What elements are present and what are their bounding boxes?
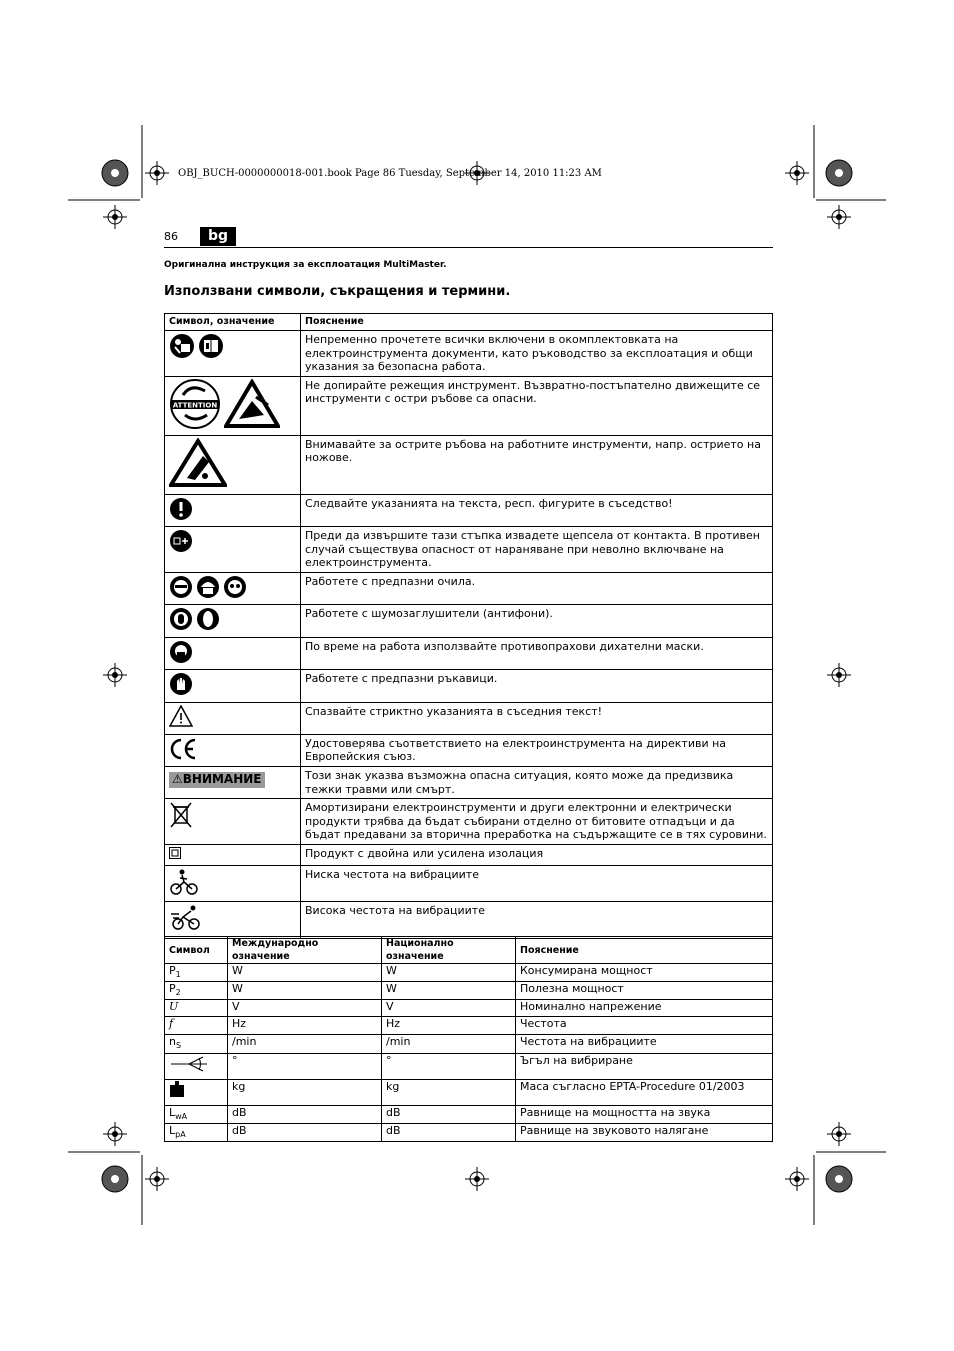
unit-symbol-cell: f: [165, 1017, 228, 1035]
explanation-cell: Висока честота на вибрациите: [301, 902, 773, 939]
explanation-cell: Спазвайте стриктно указанията в съседния текст!: [301, 702, 773, 734]
units-table: [164, 936, 773, 1142]
warning-badge: ⚠ВНИМАНИЕ: [169, 772, 265, 788]
document-subtitle: Оригинална инструкция за експлоатация MultiMaster.: [164, 260, 447, 270]
unit-explanation-cell: Равнище на мощността на звука: [516, 1105, 773, 1123]
symbol-row: [165, 527, 773, 573]
symbol-cell: [165, 702, 301, 734]
symbol-cell: [165, 767, 301, 799]
international-unit-cell: dB: [228, 1105, 382, 1123]
symbol-row: [165, 376, 773, 435]
symbol-cell: [165, 637, 301, 670]
explanation-cell: Не допирайте режещия инструмент. Възвратно-постъпателно движещите се инструменти с остри ръбове са опасни.: [301, 376, 773, 435]
explanation-cell: Работете с шумозаглушители (антифони).: [301, 605, 773, 638]
symbol-cell: [165, 605, 301, 638]
explanation-column-header: Пояснение: [301, 314, 773, 331]
unit-row: [165, 1079, 773, 1105]
explanation-cell: Амортизирани електроинструменти и други електронни и електрически продукти трябва да бъдат събирани отделно от битовите отпадъци и да бъдат предавани за вторична преработка на съдържащите се в тях суровини.: [301, 799, 773, 845]
symbol-cell: [165, 435, 301, 494]
symbol-row: [165, 734, 773, 767]
unit-row: [165, 982, 773, 1000]
read-manual-icon: [169, 333, 195, 363]
gloves-icon: [169, 672, 193, 700]
unit-row: [165, 1053, 773, 1079]
symbol-row: [165, 494, 773, 527]
national-unit-cell: °: [382, 1053, 516, 1079]
symbol-row: [165, 637, 773, 670]
goggles-icon: [169, 575, 193, 603]
sharp-edge-warning-icon: [224, 379, 280, 433]
symbols-table: [164, 313, 773, 939]
attention-hand-icon: [169, 379, 221, 433]
symbol-row: [165, 865, 773, 902]
symbol-row: [165, 767, 773, 799]
slow-bicycle-icon: [169, 868, 199, 900]
exclamation-icon: [169, 497, 193, 525]
warning-triangle-icon: [169, 705, 193, 731]
symbol-cell: [165, 845, 301, 866]
section-title: Използвани символи, съкращения и термини.: [164, 284, 511, 299]
explanation-column-header: Пояснение: [516, 937, 773, 964]
header-rule: [164, 247, 773, 248]
unit-explanation-cell: Честота на вибрациите: [516, 1035, 773, 1053]
international-unit-cell: Hz: [228, 1017, 382, 1035]
explanation-cell: Работете с предпазни ръкавици.: [301, 670, 773, 703]
unit-symbol-cell: $L_{pA}$: [165, 1123, 228, 1141]
international-column-header: Международно означение: [228, 937, 382, 964]
unit-explanation-cell: Консумирана мощност: [516, 964, 773, 982]
unit-explanation-cell: Номинално напрежение: [516, 1000, 773, 1017]
symbol-row: [165, 845, 773, 866]
unit-explanation-cell: Маса съгласно EPTA-Procedure 01/2003: [516, 1079, 773, 1105]
symbol-cell: [165, 799, 301, 845]
symbol-cell: [165, 527, 301, 573]
ear-muffs-icon: [196, 607, 220, 635]
symbol-cell: [165, 494, 301, 527]
cut-finger-warning-icon: [169, 438, 227, 492]
national-unit-cell: Hz: [382, 1017, 516, 1035]
unit-row: [165, 1105, 773, 1123]
double-insulation-icon: [169, 847, 181, 863]
svg-text:ATTENTION: ATTENTION: [172, 401, 218, 409]
helmet-icon: [196, 575, 220, 603]
national-unit-cell: dB: [382, 1105, 516, 1123]
symbol-column-header: Символ, означение: [165, 314, 301, 331]
international-unit-cell: /min: [228, 1035, 382, 1053]
unit-symbol-cell: $L_{wA}$: [165, 1105, 228, 1123]
national-unit-cell: dB: [382, 1123, 516, 1141]
symbol-row: [165, 799, 773, 845]
national-unit-cell: V: [382, 1000, 516, 1017]
national-column-header: Национално означение: [382, 937, 516, 964]
page-number: 86: [164, 230, 178, 243]
manual-book-icon: [198, 333, 224, 363]
symbol-cell: [165, 902, 301, 939]
symbol-row: [165, 605, 773, 638]
symbol-cell: [165, 331, 301, 377]
explanation-cell: Този знак указва възможна опасна ситуация, която може да предизвика тежки травми или смърт.: [301, 767, 773, 799]
unit-symbol-cell: [165, 1053, 228, 1079]
symbol-cell: [165, 376, 301, 435]
national-unit-cell: W: [382, 982, 516, 1000]
explanation-cell: Преди да извършите тази стъпка извадете щепсела от контакта. В противен случай съществува опасност от нараняване при неволно включване на електроинструмента.: [301, 527, 773, 573]
international-unit-cell: W: [228, 982, 382, 1000]
symbol-cell: [165, 572, 301, 605]
oscillation-angle-icon: [169, 1054, 209, 1077]
unit-explanation-cell: Равнище на звуковото налягане: [516, 1123, 773, 1141]
fast-bicycle-icon: [169, 904, 203, 936]
unit-symbol-cell: $P_1$: [165, 964, 228, 982]
unplug-icon: [169, 529, 193, 557]
crossed-bin-icon: [169, 801, 193, 833]
symbol-row: [165, 670, 773, 703]
national-unit-cell: /min: [382, 1035, 516, 1053]
international-unit-cell: °: [228, 1053, 382, 1079]
ear-protection-icon: [169, 607, 193, 635]
symbol-row: [165, 902, 773, 939]
symbol-row: [165, 331, 773, 377]
national-unit-cell: W: [382, 964, 516, 982]
explanation-cell: По време на работа използвайте противопрахови дихателни маски.: [301, 637, 773, 670]
symbol-cell: [165, 865, 301, 902]
dust-mask-icon: [169, 640, 193, 668]
international-unit-cell: kg: [228, 1079, 382, 1105]
international-unit-cell: dB: [228, 1123, 382, 1141]
unit-explanation-cell: Ъгъл на вибриране: [516, 1053, 773, 1079]
explanation-cell: Ниска честота на вибрациите: [301, 865, 773, 902]
symbols-table-header: [165, 314, 773, 331]
explanation-cell: Удостоверява съответствието на електроинструмента на директиви на Европейския съюз.: [301, 734, 773, 767]
symbol-cell: [165, 734, 301, 767]
unit-explanation-cell: Полезна мощност: [516, 982, 773, 1000]
explanation-cell: Продукт с двойна или усилена изолация: [301, 845, 773, 866]
symbol-cell: [165, 670, 301, 703]
language-tag: bg: [200, 227, 236, 246]
unit-symbol-cell: [165, 1079, 228, 1105]
unit-row: [165, 964, 773, 982]
ce-mark-icon: [169, 737, 197, 765]
unit-row: [165, 1000, 773, 1017]
unit-symbol-cell: $n_S$: [165, 1035, 228, 1053]
international-unit-cell: W: [228, 964, 382, 982]
units-table-header: [165, 937, 773, 964]
unit-explanation-cell: Честота: [516, 1017, 773, 1035]
international-unit-cell: V: [228, 1000, 382, 1017]
symbol-column-header: Символ: [165, 937, 228, 964]
symbol-row: [165, 702, 773, 734]
unit-symbol-cell: $P_2$: [165, 982, 228, 1000]
explanation-cell: Внимавайте за острите ръбова на работните инструменти, напр. острието на ножове.: [301, 435, 773, 494]
national-unit-cell: kg: [382, 1079, 516, 1105]
print-header: OBJ_BUCH-0000000018-001.book Page 86 Tuesday, September 14, 2010 11:23 AM: [178, 168, 602, 179]
unit-row: [165, 1123, 773, 1141]
explanation-cell: Непременно прочетете всички включени в окомплектовката на електроинструмента документи, като ръководство за експлоатация и общи указания за безопасна работа.: [301, 331, 773, 377]
safety-glasses-icon: [223, 575, 247, 603]
unit-row: [165, 1017, 773, 1035]
unit-row: [165, 1035, 773, 1053]
unit-symbol-cell: U: [165, 1000, 228, 1017]
explanation-cell: Работете с предпазни очила.: [301, 572, 773, 605]
symbol-row: [165, 435, 773, 494]
symbol-row: [165, 572, 773, 605]
explanation-cell: Следвайте указанията на текста, респ. фигурите в съседство!: [301, 494, 773, 527]
weight-icon: [169, 1080, 185, 1101]
